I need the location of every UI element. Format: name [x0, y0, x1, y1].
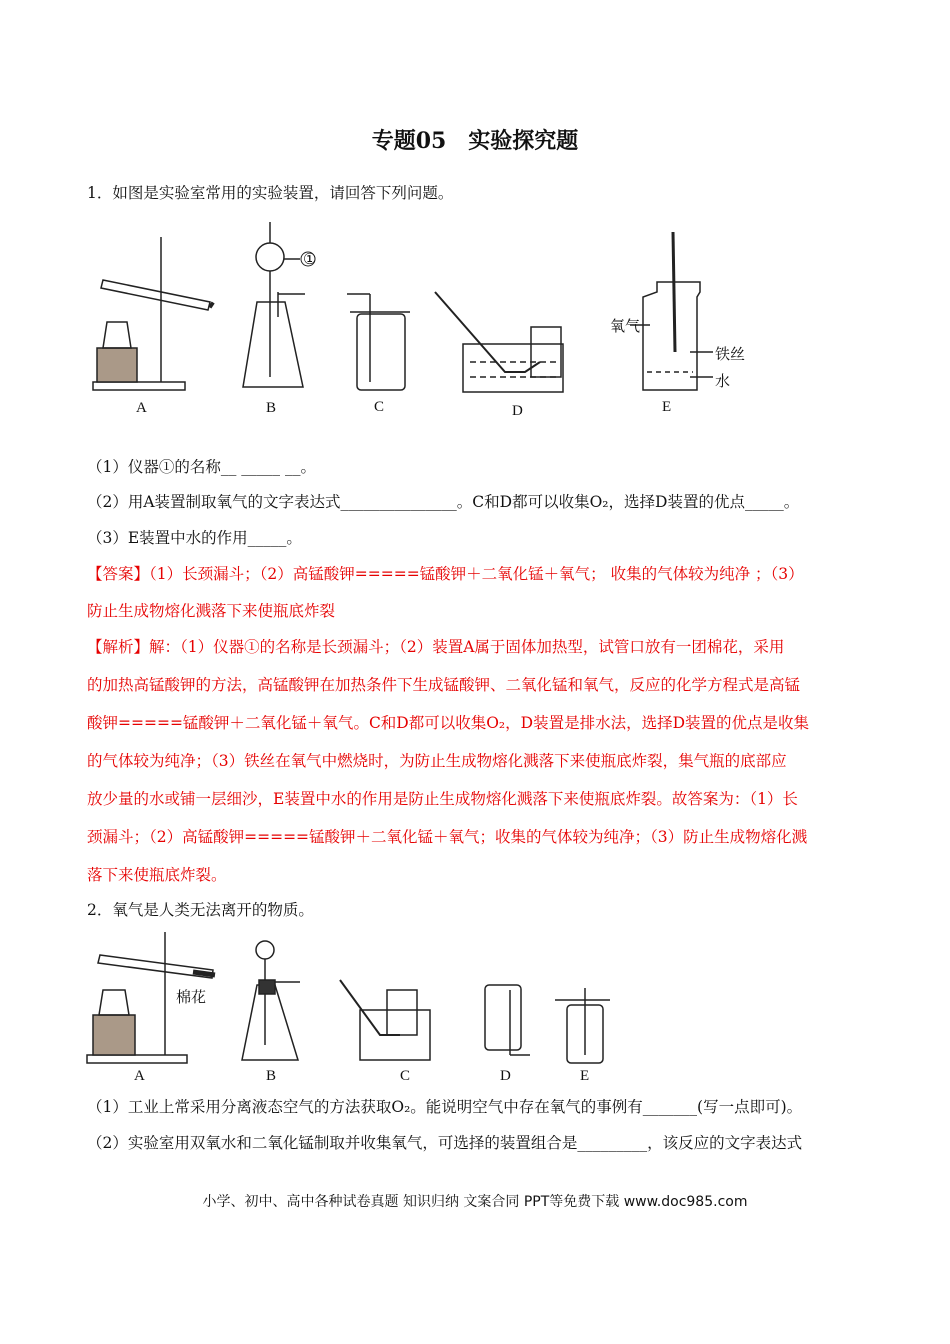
analysis-line-4: 的气体较为纯净；（3）铁丝在氧气中燃烧时，为防止生成物熔化溅落下来使瓶底炸裂，集气瓶的底部应 [87, 752, 787, 770]
analysis-line-7: 落下来使瓶底炸裂。 [87, 866, 227, 884]
analysis-line-6: 颈漏斗；（2）高锰酸钾=====锰酸钾＋二氧化锰＋氧气；收集的气体较为纯净；（3）防止生成物熔化溅 [87, 828, 808, 846]
label-b: B [266, 1068, 277, 1084]
label-a: A [134, 1068, 145, 1084]
analysis-line-2: 的加热高锰酸钾的方法，高锰酸钾在加热条件下生成锰酸钾、二氧化锰和氧气，反应的化学方程式是高锰 [87, 676, 801, 694]
apparatus-b-flask-funnel [243, 222, 315, 387]
analysis-tag: 【解析】 [87, 638, 150, 656]
label-d: D [512, 403, 523, 419]
figure-1-apparatus [85, 222, 775, 427]
label-iron-wire: 铁丝 [715, 347, 746, 363]
analysis-text: 解：（1）仪器①的名称是长颈漏斗；（2）装置A属于固体加热型，试管口放有一团棉花，采用 [149, 638, 785, 656]
answer-line-1 [87, 564, 804, 584]
question-2-stem: 2．氧气是人类无法离开的物质。 [87, 901, 314, 919]
q1-sub3: （3）E装置中水的作用_____。 [87, 529, 302, 547]
q1-sub2: （2）用A装置制取氧气的文字表达式_______________。C和D都可以收集O₂，选择D装置的优点_____。 [87, 493, 800, 511]
question-1-stem: 1．如图是实验室常用的实验装置，请回答下列问题。 [87, 184, 454, 202]
apparatus-c-gas-bottle [347, 294, 410, 390]
label-a: A [136, 400, 147, 416]
label-circle-one: ① [303, 252, 317, 268]
label-e: E [662, 399, 672, 415]
q2-sub2: （2）实验室用双氧水和二氧化锰制取并收集氧气，可选择的装置组合是_________，该反应的文字表达式 [87, 1134, 803, 1152]
answer-text: （1）长颈漏斗；（2）高锰酸钾=====锰酸钾＋二氧化锰＋氧气； 收集的气体较为纯净 ；（3） [149, 565, 804, 583]
apparatus-d-gas-bottle [485, 985, 530, 1055]
apparatus-d-water-trough [435, 292, 563, 392]
q1-sub1: （1）仪器①的名称__ _____ __。 [87, 458, 316, 476]
apparatus-a-heating-tube [93, 237, 213, 390]
page-footer: 小学、初中、高中各种试卷真题 知识归纳 文案合同 PPT等免费下载 www.doc985.com [202, 1194, 748, 1210]
analysis-line-1 [87, 637, 784, 657]
label-water: 水 [715, 374, 731, 390]
label-e: E [580, 1068, 590, 1084]
q2-sub1: （1）工业上常采用分离液态空气的方法获取O₂。能说明空气中存在氧气的事例有_______(写一点即可)。 [87, 1098, 803, 1116]
answer-tag: 【答案】 [87, 565, 150, 583]
label-cotton: 棉花 [176, 990, 207, 1006]
label-d: D [500, 1068, 511, 1084]
analysis-line-5: 放少量的水或铺一层细沙，E装置中水的作用是防止生成物熔化溅落下来使瓶底炸裂。故答案为：（1）长 [87, 790, 798, 808]
analysis-line-3: 酸钾=====锰酸钾＋二氧化锰＋氧气。C和D都可以收集O₂，D装置是排水法，选择D装置的优点是收集 [87, 714, 810, 732]
label-c: C [374, 399, 385, 415]
apparatus-e-gas-bottle [555, 988, 610, 1063]
answer-line-2: 防止生成物熔化溅落下来使瓶底炸裂 [87, 602, 336, 620]
label-b: B [266, 400, 277, 416]
apparatus-e-iron-wire-bottle [630, 232, 713, 390]
label-c: C [400, 1068, 411, 1084]
apparatus-b-flask-funnel [242, 941, 300, 1060]
apparatus-c-water-trough [340, 980, 430, 1060]
figure-2-apparatus [85, 930, 625, 1070]
label-oxygen: 氧气 [610, 319, 641, 335]
page-title: 专题05 实验探究题 [371, 128, 579, 154]
